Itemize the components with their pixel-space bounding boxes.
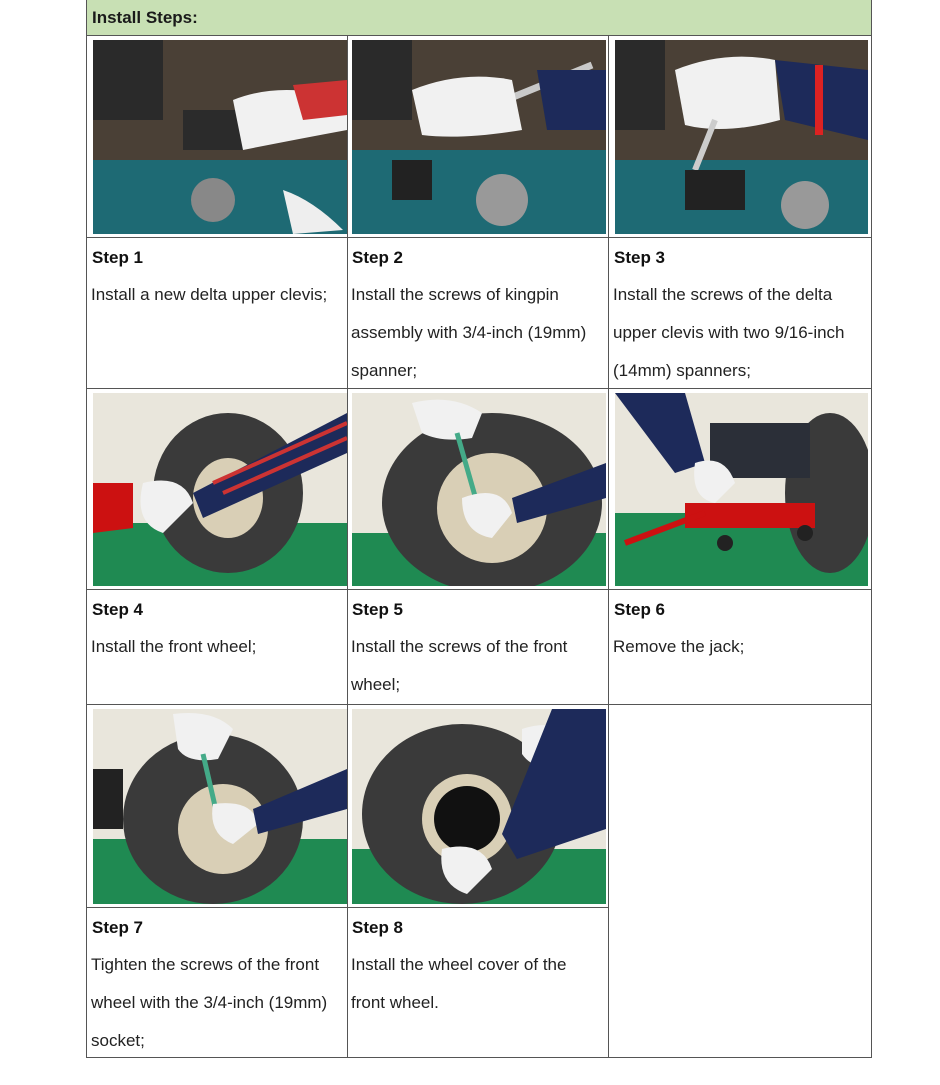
step-5-photo	[352, 393, 606, 586]
step-2-title: Step 2	[352, 248, 404, 267]
table-header	[86, 0, 872, 36]
step-3-description: Install the screws of the delta upper clevis with two 9/16-inch (14mm) spanners;	[613, 285, 845, 380]
step-1-photo	[93, 40, 347, 234]
step-1-photo-cell	[86, 36, 348, 238]
step-5-title: Step 5	[352, 600, 404, 619]
step-7-title: Step 7	[92, 918, 144, 937]
step-8-title: Step 8	[352, 918, 404, 937]
step-2-description: Install the screws of kingpin assembly with 3/4-inch (19mm) spanner;	[351, 285, 587, 380]
step-6-photo-cell	[609, 389, 872, 590]
step-5-text-cell	[348, 590, 609, 705]
step-6-photo	[615, 393, 868, 586]
step-4-title: Step 4	[92, 600, 144, 619]
step-8-photo-cell	[348, 705, 609, 908]
step-5-description: Install the screws of the front wheel;	[351, 637, 568, 694]
step-5-photo-cell	[348, 389, 609, 590]
step-7-description: Tighten the screws of the front wheel with the 3/4-inch (19mm) socket;	[91, 955, 328, 1050]
step-6-description: Remove the jack;	[613, 637, 745, 656]
step-8-text-cell	[348, 908, 609, 1058]
step-1-description: Install a new delta upper clevis;	[91, 285, 328, 304]
step-8-photo	[352, 709, 606, 904]
step-3-text-cell	[609, 238, 872, 389]
step-6-title: Step 6	[614, 600, 666, 619]
step-2-photo-cell	[348, 36, 609, 238]
step-2-photo	[352, 40, 606, 234]
step-4-photo-cell	[86, 389, 348, 590]
step-4-photo	[93, 393, 347, 586]
step-2-text-cell	[348, 238, 609, 389]
step-3-photo	[615, 40, 868, 234]
step-4-description: Install the front wheel;	[91, 637, 257, 656]
step-3-title: Step 3	[614, 248, 666, 267]
step-8-description: Install the wheel cover of the front wheel.	[351, 955, 567, 1012]
step-3-photo-cell	[609, 36, 872, 238]
step-1-text-cell	[86, 238, 348, 389]
step-7-photo	[93, 709, 347, 904]
step-4-text-cell	[86, 590, 348, 705]
header-title: Install Steps:	[92, 8, 198, 27]
step-7-photo-cell	[86, 705, 348, 908]
step-7-text-cell	[86, 908, 348, 1058]
empty-cell	[609, 705, 872, 1058]
step-1-title: Step 1	[92, 248, 144, 267]
step-6-text-cell	[609, 590, 872, 705]
